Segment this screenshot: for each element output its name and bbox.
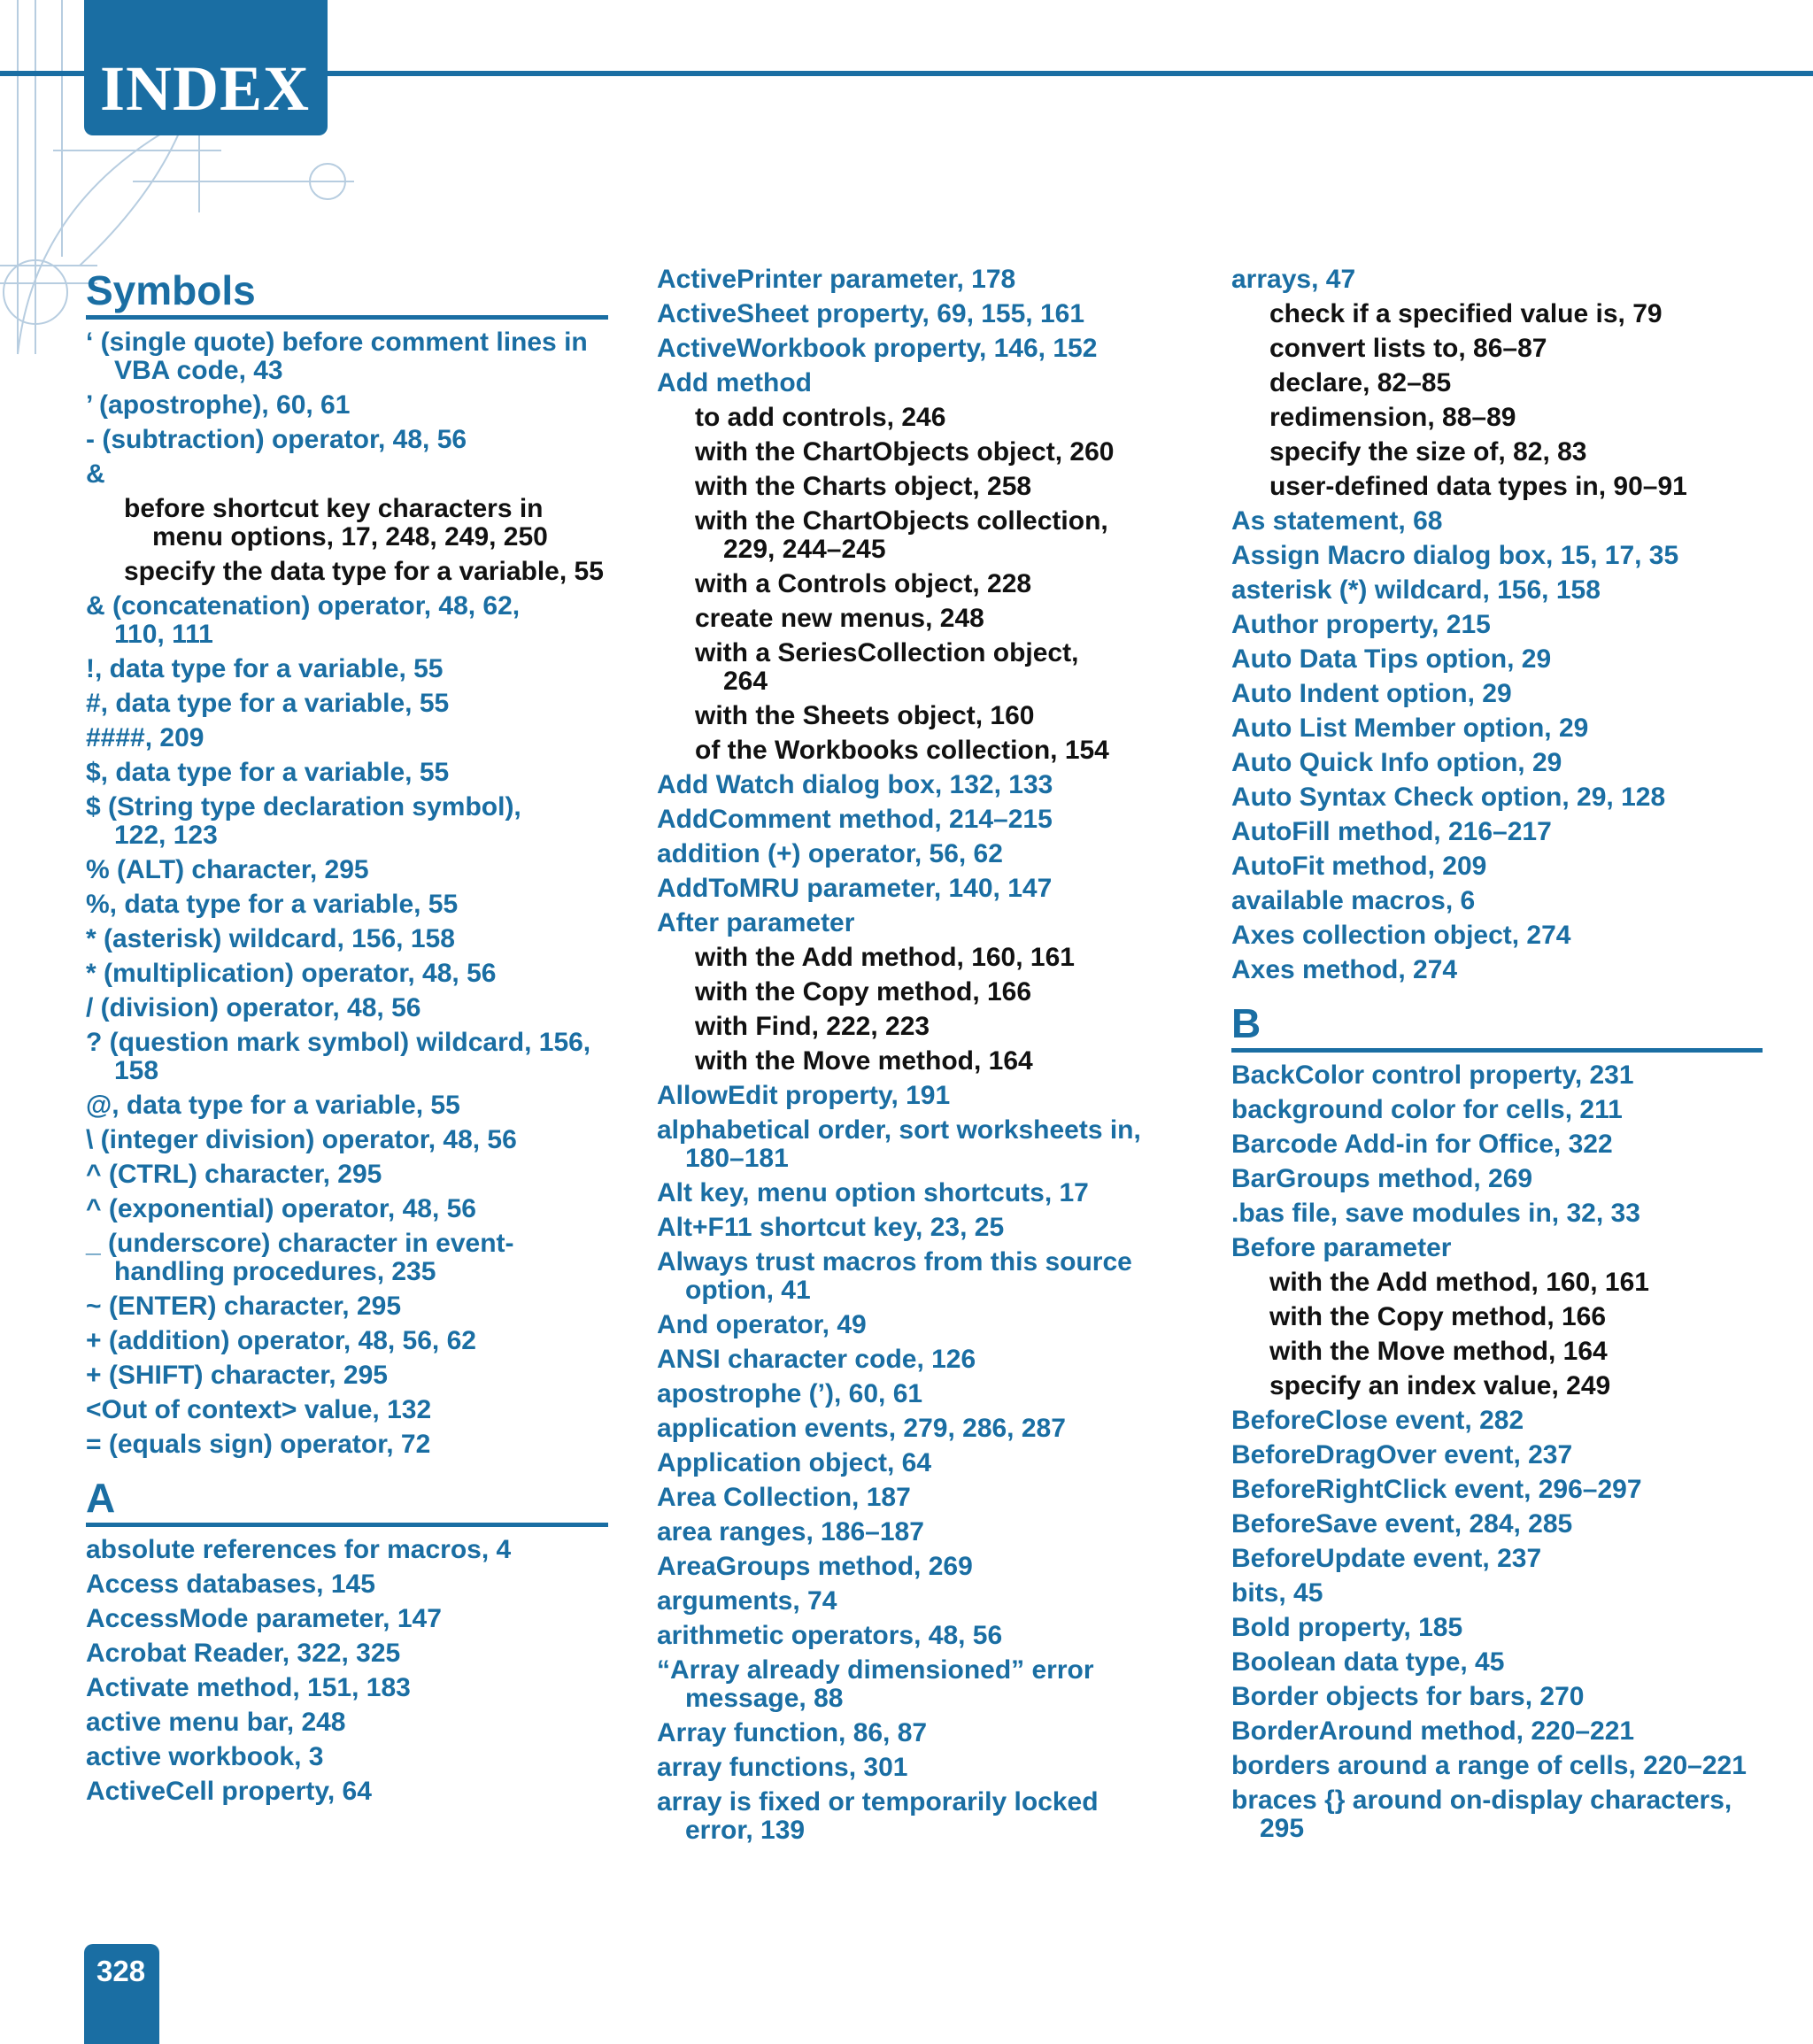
index-subentry: specify the size of, 82, 83 xyxy=(1269,437,1587,467)
index-entry: = (equals sign) operator, 72 xyxy=(86,1430,431,1459)
index-entry: $ (String type declaration symbol), 122, 123 xyxy=(86,792,521,850)
index-subentry: with the ChartObjects collection, 229, 244–245 xyxy=(695,506,1108,564)
index-entry: \ (integer division) operator, 48, 56 xyxy=(86,1125,517,1154)
index-entry: Before parameter xyxy=(1231,1233,1452,1262)
index-subentry: with the Move method, 164 xyxy=(695,1046,1033,1076)
index-column-3 xyxy=(1231,266,1763,1849)
index-entry: @, data type for a variable, 55 xyxy=(86,1091,460,1120)
index-subentry: with the Copy method, 166 xyxy=(695,977,1032,1007)
index-entry: “Array already dimensioned” error message, 88 xyxy=(657,1655,1094,1713)
index-tab xyxy=(84,0,328,135)
index-entry: Auto Quick Info option, 29 xyxy=(1231,748,1562,777)
index-entry: + (addition) operator, 48, 56, 62 xyxy=(86,1326,476,1355)
index-entry: !, data type for a variable, 55 xyxy=(86,654,444,683)
index-subentry: with a SeriesCollection object, 264 xyxy=(695,638,1079,696)
index-subentry: with the Add method, 160, 161 xyxy=(1269,1268,1649,1297)
page-number-tab xyxy=(84,1944,159,2044)
section-heading-a: A xyxy=(86,1473,608,1527)
index-entry: available macros, 6 xyxy=(1231,886,1476,915)
index-entry: $, data type for a variable, 55 xyxy=(86,758,450,787)
index-entry: Acrobat Reader, 322, 325 xyxy=(86,1639,401,1668)
index-subentry: with the Charts object, 258 xyxy=(695,472,1032,501)
index-entry: & xyxy=(86,459,105,489)
index-entry: Axes method, 274 xyxy=(1231,955,1458,984)
index-entry: ? (question mark symbol) wildcard, 156, 158 xyxy=(86,1028,591,1085)
index-entry: AreaGroups method, 269 xyxy=(657,1552,973,1581)
index-entry: Axes collection object, 274 xyxy=(1231,921,1571,950)
index-entry: .bas file, save modules in, 32, 33 xyxy=(1231,1199,1640,1228)
index-entry: active workbook, 3 xyxy=(86,1742,324,1771)
entry-list-symbols xyxy=(86,328,608,1459)
index-entry: Border objects for bars, 270 xyxy=(1231,1682,1585,1711)
index-entry: ’ (apostrophe), 60, 61 xyxy=(86,390,351,420)
index-entry: Assign Macro dialog box, 15, 17, 35 xyxy=(1231,541,1679,570)
index-entry: Area Collection, 187 xyxy=(657,1483,911,1512)
index-entry: arrays, 47 xyxy=(1231,265,1356,294)
index-entry: array functions, 301 xyxy=(657,1753,908,1782)
page-number: 328 xyxy=(96,1955,146,1987)
index-entry: ActivePrinter parameter, 178 xyxy=(657,265,1016,294)
index-entry: borders around a range of cells, 220–221 xyxy=(1231,1751,1747,1780)
index-entry: BorderAround method, 220–221 xyxy=(1231,1716,1635,1746)
index-entry: Application object, 64 xyxy=(657,1448,932,1477)
index-column-2 xyxy=(657,266,1179,1851)
entry-list-a-end xyxy=(1231,266,1763,984)
index-entry: arithmetic operators, 48, 56 xyxy=(657,1621,1003,1650)
index-entry: array is fixed or temporarily locked error, 139 xyxy=(657,1787,1099,1845)
index-entry: <Out of context> value, 132 xyxy=(86,1395,432,1424)
index-entry: Add method xyxy=(657,368,812,397)
index-entry: Auto Data Tips option, 29 xyxy=(1231,644,1552,674)
index-entry: ‘ (single quote) before comment lines in VBA code, 43 xyxy=(86,328,588,385)
index-entry: / (division) operator, 48, 56 xyxy=(86,993,421,1022)
index-entry: ~ (ENTER) character, 295 xyxy=(86,1292,402,1321)
index-entry: ActiveSheet property, 69, 155, 161 xyxy=(657,299,1085,328)
index-entry: Boolean data type, 45 xyxy=(1231,1647,1505,1677)
index-entry: apostrophe (’), 60, 61 xyxy=(657,1379,923,1408)
index-entry: AccessMode parameter, 147 xyxy=(86,1604,442,1633)
index-subentry: specify an index value, 249 xyxy=(1269,1371,1611,1400)
index-entry: BackColor control property, 231 xyxy=(1231,1061,1634,1090)
index-entry: AddComment method, 214–215 xyxy=(657,805,1053,834)
index-entry: bits, 45 xyxy=(1231,1578,1323,1608)
index-subentry: check if a specified value is, 79 xyxy=(1269,299,1663,328)
index-entry: Bold property, 185 xyxy=(1231,1613,1463,1642)
index-entry: active menu bar, 248 xyxy=(86,1708,346,1737)
index-entry: BeforeRightClick event, 296–297 xyxy=(1231,1475,1642,1504)
index-subentry: with the Sheets object, 160 xyxy=(695,701,1035,730)
index-entry: & (concatenation) operator, 48, 62, 110, 111 xyxy=(86,591,521,649)
index-subentry: with a Controls object, 228 xyxy=(695,569,1032,598)
index-subentry: with the Copy method, 166 xyxy=(1269,1302,1607,1331)
index-entry: BarGroups method, 269 xyxy=(1231,1164,1533,1193)
index-entry: ANSI character code, 126 xyxy=(657,1345,976,1374)
index-entry: After parameter xyxy=(657,908,855,937)
index-entry: Auto List Member option, 29 xyxy=(1231,713,1589,743)
index-subentry: user-defined data types in, 90–91 xyxy=(1269,472,1687,501)
index-subentry: convert lists to, 86–87 xyxy=(1269,334,1547,363)
index-subentry: with Find, 222, 223 xyxy=(695,1012,930,1041)
section-heading-symbols: Symbols xyxy=(86,266,608,320)
index-entry: application events, 279, 286, 287 xyxy=(657,1414,1066,1443)
index-subentry: before shortcut key characters in menu options, 17, 248, 249, 250 xyxy=(124,494,548,551)
index-entry: % (ALT) character, 295 xyxy=(86,855,369,884)
index-subentry: to add controls, 246 xyxy=(695,403,946,432)
index-entry: BeforeSave event, 284, 285 xyxy=(1231,1509,1573,1539)
index-entry: BeforeUpdate event, 237 xyxy=(1231,1544,1542,1573)
index-subentry: redimension, 88–89 xyxy=(1269,403,1516,432)
index-entry: addition (+) operator, 56, 62 xyxy=(657,839,1003,868)
index-entry: AutoFit method, 209 xyxy=(1231,852,1487,881)
index-entry: Auto Indent option, 29 xyxy=(1231,679,1512,708)
index-entry: _ (underscore) character in event- handling procedures, 235 xyxy=(86,1229,514,1286)
index-entry: AddToMRU parameter, 140, 147 xyxy=(657,874,1053,903)
index-entry: Barcode Add-in for Office, 322 xyxy=(1231,1130,1613,1159)
index-entry: asterisk (*) wildcard, 156, 158 xyxy=(1231,575,1601,605)
section-heading-b: B xyxy=(1231,999,1763,1053)
index-entry: Always trust macros from this source option, 41 xyxy=(657,1247,1132,1305)
index-entry: %, data type for a variable, 55 xyxy=(86,890,459,919)
index-subentry: with the Add method, 160, 161 xyxy=(695,943,1075,972)
page-title: INDEX xyxy=(100,53,311,124)
index-entry: Auto Syntax Check option, 29, 128 xyxy=(1231,783,1666,812)
index-entry: BeforeDragOver event, 237 xyxy=(1231,1440,1573,1469)
index-entry: braces {} around on-display characters, 295 xyxy=(1231,1786,1732,1843)
index-entry: Add Watch dialog box, 132, 133 xyxy=(657,770,1053,799)
index-entry: ActiveCell property, 64 xyxy=(86,1777,372,1806)
index-entry: Access databases, 145 xyxy=(86,1570,375,1599)
entry-list-b xyxy=(1231,1061,1763,1843)
index-subentry: with the Move method, 164 xyxy=(1269,1337,1608,1366)
index-entry: ^ (exponential) operator, 48, 56 xyxy=(86,1194,476,1223)
index-entry: AutoFill method, 216–217 xyxy=(1231,817,1552,846)
index-entry: area ranges, 186–187 xyxy=(657,1517,924,1546)
index-entry: absolute references for macros, 4 xyxy=(86,1535,512,1564)
index-subentry: create new menus, 248 xyxy=(695,604,984,633)
index-subentry: with the ChartObjects object, 260 xyxy=(695,437,1115,467)
index-entry: - (subtraction) operator, 48, 56 xyxy=(86,425,467,454)
index-column-1 xyxy=(86,266,608,1812)
index-entry: ActiveWorkbook property, 146, 152 xyxy=(657,334,1098,363)
index-entry: background color for cells, 211 xyxy=(1231,1095,1623,1124)
entry-list-a-continued xyxy=(657,266,1179,1845)
index-entry: * (multiplication) operator, 48, 56 xyxy=(86,959,497,988)
index-subentry: specify the data type for a variable, 55 xyxy=(124,557,604,586)
index-entry: BeforeClose event, 282 xyxy=(1231,1406,1524,1435)
index-entry: Alt key, menu option shortcuts, 17 xyxy=(657,1178,1089,1207)
index-entry: As statement, 68 xyxy=(1231,506,1443,536)
index-entry: + (SHIFT) character, 295 xyxy=(86,1361,388,1390)
index-entry: AllowEdit property, 191 xyxy=(657,1081,951,1110)
index-subentry: of the Workbooks collection, 154 xyxy=(695,736,1109,765)
index-entry: Author property, 215 xyxy=(1231,610,1491,639)
index-subentry: declare, 82–85 xyxy=(1269,368,1452,397)
index-entry: #, data type for a variable, 55 xyxy=(86,689,450,718)
index-entry: And operator, 49 xyxy=(657,1310,867,1339)
index-entry: alphabetical order, sort worksheets in, 180–181 xyxy=(657,1115,1141,1173)
index-entry: Activate method, 151, 183 xyxy=(86,1673,411,1702)
entry-list-a xyxy=(86,1536,608,1806)
index-entry: Alt+F11 shortcut key, 23, 25 xyxy=(657,1213,1005,1242)
index-entry: * (asterisk) wildcard, 156, 158 xyxy=(86,924,455,953)
index-entry: Array function, 86, 87 xyxy=(657,1718,928,1747)
index-entry: arguments, 74 xyxy=(657,1586,837,1616)
index-entry: ^ (CTRL) character, 295 xyxy=(86,1160,382,1189)
index-entry: ####, 209 xyxy=(86,723,204,752)
